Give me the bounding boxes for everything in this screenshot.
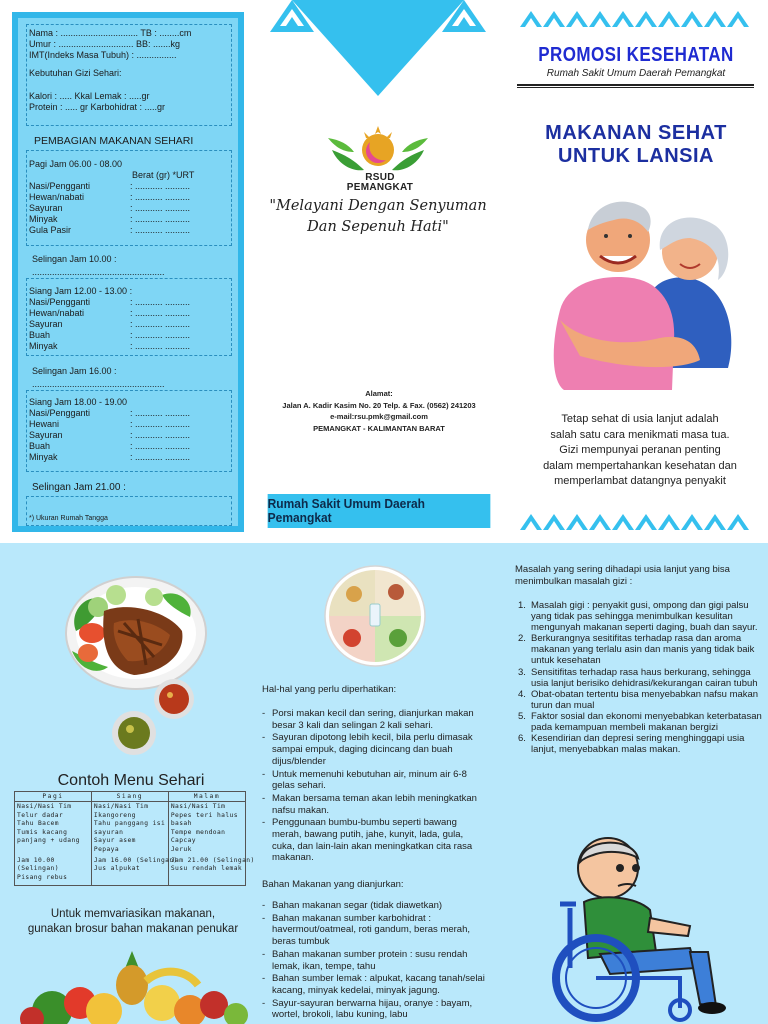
form-row-blank[interactable]: : ........... .......... [130, 408, 191, 418]
selingan-16-label: Selingan Jam 16.00 : [32, 366, 117, 376]
list-item: - Bahan sumber lemak : alpukat, kacang tanah/selai kacang, minyak kedelai, minyak jagung. [262, 973, 490, 996]
umur-field[interactable]: Umur : .............................. BB: .......kg [29, 39, 181, 49]
bahan-list [262, 900, 490, 1022]
form-row-label: Nasi/Pengganti [29, 297, 91, 307]
brochure-title: MAKANAN SEHAT UNTUK LANSIA [545, 122, 727, 167]
balanced-diet-plate-image [316, 564, 434, 668]
variety-note: Untuk memvariasikan makanan, gunakan brosur bahan makanan penukar [27, 908, 239, 935]
problem-text: Masalah gigi : penyakit gusi, ompong dan gigi palsu yang tidak pas sehingga menimbulkan kesulitan mengunyah makanan seperti daging, buah dan sayur. [531, 600, 758, 634]
menu-header-pagi: Pagi [15, 792, 92, 802]
list-item: - Penggunaan bumbu-bumbu seperti bawang merah, bawang putih, jahe, kunyit, lada, gula, cuka, dan lain-lain akan meningkatkan cita rasa makanan. [262, 817, 487, 864]
siang-title: Siang Jam 12.00 - 13.00 : [29, 286, 133, 296]
menu-main-row [15, 802, 246, 856]
form-row-label: Minyak [29, 452, 58, 462]
promo-subtitle: Rumah Sakit Umum Daerah Pemangkat [546, 68, 726, 79]
protein-field[interactable]: Protein : ..... gr Karbohidrat : .....gr [29, 102, 166, 112]
form-row-blank[interactable]: : ........... .......... [130, 181, 191, 191]
selingan-16-line[interactable]: ..................................................... [32, 379, 165, 389]
menu-snack-row [15, 856, 246, 886]
form-row-label: Nasi/Pengganti [29, 408, 91, 418]
problem-item [515, 633, 765, 666]
form-row-blank[interactable]: : ........... .......... [130, 192, 191, 202]
menu-header-siang: Siang [91, 792, 168, 802]
kalori-field[interactable]: Kalori : ..... Kkal Lemak : .....gr [29, 91, 150, 101]
list-item: - Sayuran dipotong lebih kecil, bila perlu dimasak sampai empuk, daging dicincang dan buah dijus/blender [262, 732, 487, 767]
form-row-blank[interactable]: : ........... .......... [130, 341, 191, 351]
form-row-label: Minyak [29, 214, 58, 224]
form-row-blank[interactable]: : ........... .......... [130, 441, 191, 451]
list-item: - Makan bersama teman akan lebih meningkatkan nafsu makan. [262, 793, 487, 816]
rsud-logo-name: RSUD PEMANGKAT [346, 172, 414, 193]
sore-title: Siang Jam 18.00 - 19.00 [29, 397, 128, 407]
problems-intro: Masalah yang sering dihadapi usia lanjut yang bisa menimbulkan masalah gizi : [515, 564, 730, 587]
list-item: - Porsi makan kecil dan sering, dianjurkan makan besar 3 kali dan selingan 2 kali sehari. [262, 708, 487, 731]
form-row-blank[interactable]: : ........... .......... [130, 308, 191, 318]
diet-form-panel [12, 12, 244, 532]
form-row-blank[interactable]: : ........... .......... [130, 225, 191, 235]
form-row-label: Minyak [29, 341, 58, 351]
footnote: *) Ukuran Rumah Tangga [29, 515, 108, 522]
problem-text: Faktor sosial dan ekonomi menyebabkan keterbatasan pada kemampuan membeli makanan bergizi [531, 710, 762, 734]
form-row-label: Sayuran [29, 430, 63, 440]
selingan-10-label: Selingan Jam 10.00 : [32, 254, 117, 264]
elderly-wheelchair-illustration [540, 828, 730, 1024]
pembagian-title: PEMBAGIAN MAKANAN SEHARI [34, 135, 194, 147]
problem-number: 3. [518, 666, 526, 678]
problem-text: Sensitifitas terhadap rasa haus berkurang, sehingga usia lanjut berisiko dehidrasi/kekurangan cairan tubuh [531, 666, 758, 689]
hospital-name-label: Rumah Sakit Umum Daerah Pemangkat [268, 494, 491, 528]
menu-cell-pagi: Nasi/Nasi Tim Telur dadar Tahu Bacem Tumis kacang panjang + udang [15, 802, 92, 856]
problem-text: Obat-obatan tertentu bisa menyebabkan nafsu makan turun dan mual [531, 688, 759, 711]
diet-form [18, 18, 238, 526]
menu-snack-malam: Jam 21.00 (Selingan) Susu rendah lemak [168, 856, 245, 886]
menu-snack-siang: Jam 16.00 (Selingan) Jus alpukat [91, 856, 168, 886]
form-row-blank[interactable]: : ........... .......... [130, 430, 191, 440]
pagi-title: Pagi Jam 06.00 - 08.00 [29, 159, 123, 169]
problem-item [515, 733, 765, 755]
promo-title: PROMOSI KESEHATAN [538, 44, 734, 66]
form-row-label: Hewani [29, 419, 60, 429]
problem-text: Kesendirian dan depresi sering menghinggapi usia lanjut, menyebabkan malas makan. [531, 733, 745, 756]
header-triangle-graphic [270, 0, 486, 100]
form-row-blank[interactable]: : ........... .......... [130, 297, 191, 307]
hospital-address: Alamat: Jalan A. Kadir Kasim No. 20 Telp. & Fax. (0562) 241203 e-mail:rsu.pmk@gmail.com PEMANGKAT - KALIMANTAN BARAT [282, 389, 476, 433]
promo-divider [517, 84, 754, 88]
top-zigzag-border [520, 10, 750, 28]
menu-table [14, 791, 255, 886]
tips-list [262, 708, 487, 865]
bottom-zigzag-border [520, 513, 750, 531]
list-item: - Untuk memenuhi kebutuhan air, minum air 6-8 gelas sehari. [262, 769, 487, 792]
form-row-label: Hewan/nabati [29, 308, 85, 318]
form-row-blank[interactable]: : ........... .......... [130, 330, 191, 340]
problem-item [515, 711, 765, 733]
problem-item [515, 600, 765, 633]
menu-cell-siang: Nasi/Nasi Tim Ikangoreng Tahu panggang isi sayuran Sayur asem Pepaya [91, 802, 168, 856]
form-row-label: Sayuran [29, 203, 63, 213]
fruits-vegetables-image [22, 941, 252, 1024]
form-row-label: Buah [29, 441, 51, 451]
cover-intro: Tetap sehat di usia lanjut adalah salah satu cara menikmati masa tua. Gizi mempunyai peranan penting dalam mempertahankan kesehatan dan memperlambat datangnya penyakit [543, 413, 737, 487]
form-row-blank[interactable]: : ........... .......... [130, 203, 191, 213]
form-row-label: Buah [29, 330, 51, 340]
problem-number: 5. [518, 710, 526, 722]
form-row-label: Hewan/nabati [29, 192, 85, 202]
menu-header-malam: Malam [168, 792, 245, 802]
problems-list [515, 600, 765, 755]
problem-number: 2. [518, 633, 526, 645]
menu-title: Contoh Menu Sehari [57, 772, 205, 789]
sambal-bowls-image [110, 673, 200, 758]
problem-text: Berkurangnya sesitifitas terhadap rasa dan aroma makanan yang terlalu asin dan manis yang tidak baik untuk kesehatan [531, 633, 755, 667]
form-row-label: Gula Pasir [29, 225, 72, 235]
menu-header-row [15, 792, 246, 802]
problem-item [515, 667, 765, 689]
form-row-blank[interactable]: : ........... .......... [130, 214, 191, 224]
list-item: - Sayur-sayuran berwarna hijau, oranye : bayam, wortel, brokoli, labu kuning, labu [262, 998, 490, 1021]
problem-item [515, 689, 765, 711]
kebutuhan-label: Kebutuhan Gizi Sehari: [29, 68, 122, 78]
problem-number: 4. [518, 688, 526, 700]
form-row-blank[interactable]: : ........... .......... [130, 319, 191, 329]
form-row-blank[interactable]: : ........... .......... [130, 419, 191, 429]
form-row-label: Nasi/Pengganti [29, 181, 91, 191]
form-row-blank[interactable]: : ........... .......... [130, 452, 191, 462]
problem-number: 6. [518, 733, 526, 745]
menu-snack-pagi: Jam 10.00 (Selingan) Pisang rebus [15, 856, 92, 886]
berat-header: Berat (gr) *URT [132, 170, 195, 180]
form-row-label: Sayuran [29, 319, 63, 329]
menu-cell-malam: Nasi/Nasi Tim Pepes teri halus basah Tempe mendoan Capcay Jeruk [168, 802, 245, 856]
elderly-couple-illustration [540, 190, 750, 390]
selingan-10-line[interactable]: ..................................................... [32, 267, 165, 277]
problem-number: 1. [518, 600, 526, 611]
selingan-21-label: Selingan Jam 21.00 : [32, 482, 126, 493]
tips-heading: Hal-hal yang perlu diperhatikan: [262, 684, 397, 695]
nama-field[interactable]: Nama : ............................... TB : ........cm [29, 28, 192, 38]
list-item: - Bahan makanan segar (tidak diawetkan) [262, 900, 490, 912]
hospital-motto: "Melayani Dengan Senyuman Dan Sepenuh Hati" [269, 198, 487, 235]
imt-field[interactable]: IMT(Indeks Masa Tubuh) : ................ [29, 50, 177, 60]
list-item: - Bahan makanan sumber karbohidrat : havermout/oatmeal, roti gandum, beras merah, beras tumbuk [262, 913, 490, 948]
bahan-heading: Bahan Makanan yang dianjurkan: [262, 879, 404, 890]
list-item: - Bahan makanan sumber protein : susu rendah lemak, ikan, tempe, tahu [262, 949, 490, 972]
brochure-inside [0, 543, 768, 1024]
